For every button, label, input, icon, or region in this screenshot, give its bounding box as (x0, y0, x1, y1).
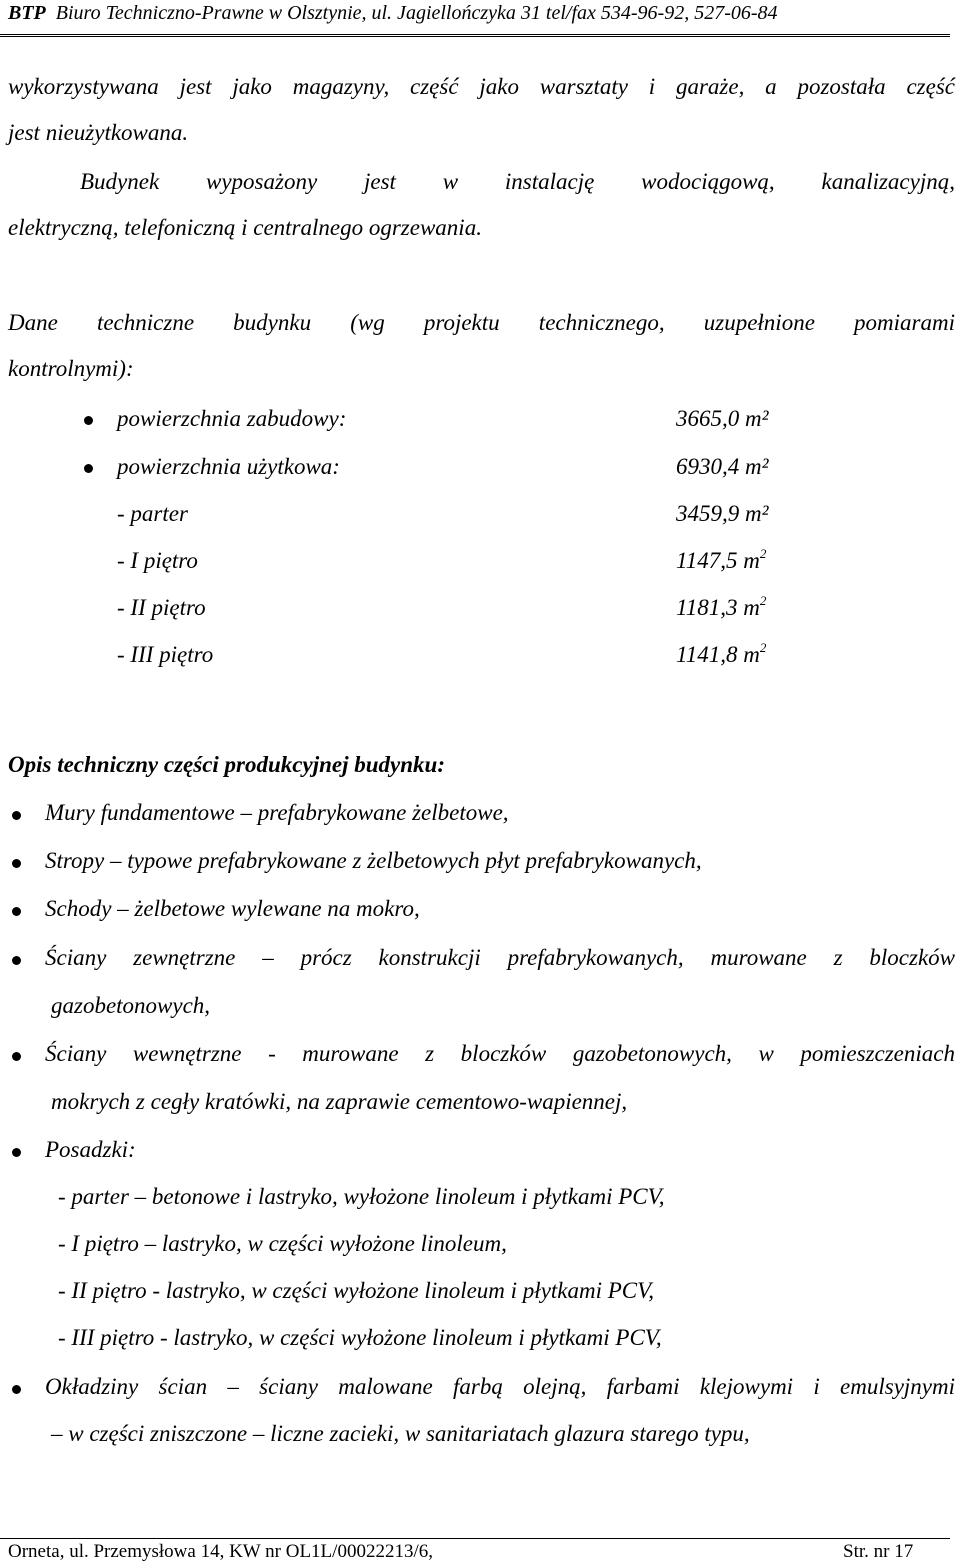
production-item: Posadzki: (45, 1137, 136, 1162)
intro-line-1: wykorzystywana jest jako magazyny, część jako warsztaty i garaże, a pozostała część (8, 74, 955, 99)
production-item: Ściany wewnętrzne - murowane z bloczków gazobetonowych, w pomieszczeniach (45, 1041, 955, 1066)
tech-row-value: 3665,0 m² (676, 406, 769, 431)
header-logo-text: BTP (8, 2, 46, 24)
production-item: Mury fundamentowe – prefabrykowane żelbetowe, (45, 800, 509, 825)
production-item-continuation: mokrych z cegły kratówki, na zaprawie cementowo-wapiennej, (51, 1089, 628, 1114)
bullet-icon (12, 811, 21, 820)
tech-row-value (676, 548, 766, 574)
page-footer (0, 1538, 950, 1568)
footer-address: Orneta, ul. Przemysłowa 14, KW nr OL1L/00022213/6, (8, 1541, 433, 1562)
production-item: Stropy – typowe prefabrykowane z żelbetowych płyt prefabrykowanych, (45, 848, 702, 873)
tech-row-label: - II piętro (117, 595, 206, 620)
intro-line-4: elektryczną, telefoniczną i centralnego ogrzewania. (8, 215, 482, 240)
production-heading: Opis techniczny części produkcyjnej budynku: (8, 752, 445, 777)
footer-page-number: Str. nr 17 (843, 1541, 914, 1562)
tech-row-value: 6930,4 m² (676, 454, 769, 479)
tech-data-heading-line-1: Dane techniczne budynku (wg projektu technicznego, uzupełnione pomiarami (8, 310, 955, 335)
tech-row-value-text: 1141,8 m (676, 642, 760, 667)
tech-row-label: - parter (117, 501, 188, 526)
tech-data-heading-line-2: kontrolnymi): (8, 356, 134, 381)
production-item: Okładziny ścian – ściany malowane farbą olejną, farbami klejowymi i emulsyjnymi (45, 1374, 955, 1399)
bullet-icon (12, 1385, 21, 1394)
tech-row-label: powierzchnia zabudowy: (117, 406, 347, 431)
bullet-icon (12, 1052, 21, 1061)
tech-row-value-text: 1181,3 m (676, 595, 760, 620)
intro-line-3: Budynek wyposażony jest w instalację wodociągową, kanalizacyjną, (80, 169, 955, 194)
production-item-continuation: – w części zniszczone – liczne zacieki, w sanitariatach glazura starego typu, (51, 1421, 750, 1446)
production-item: Schody – żelbetowe wylewane na mokro, (45, 896, 420, 921)
bullet-icon (84, 416, 93, 425)
bullet-icon (12, 956, 21, 965)
tech-row-value: 3459,9 m² (676, 501, 769, 526)
floor-subitem: - II piętro - lastryko, w części wyłożone linoleum i płytkami PCV, (58, 1278, 654, 1303)
bullet-icon (84, 464, 93, 473)
tech-row-value-sup: 2 (759, 640, 767, 655)
tech-row-label: powierzchnia użytkowa: (117, 454, 340, 479)
floor-subitem: - III piętro - lastryko, w części wyłożone linoleum i płytkami PCV, (58, 1325, 662, 1350)
tech-row-label: - I piętro (117, 548, 198, 573)
tech-row-value-sup: 2 (759, 593, 767, 608)
bullet-icon (12, 1148, 21, 1157)
floor-subitem: - I piętro – lastryko, w części wyłożone linoleum, (58, 1231, 507, 1256)
bullet-icon (12, 859, 21, 868)
header-company-info: Biuro Techniczno-Prawne w Olsztynie, ul. Jagiellończyka 31 tel/fax 534-96-92, 527-06-84 (55, 2, 778, 24)
tech-row-value (676, 642, 766, 668)
production-item: Ściany zewnętrzne – prócz konstrukcji prefabrykowanych, murowane z bloczków (45, 945, 955, 970)
intro-line-2: jest nieużytkowana. (8, 120, 189, 145)
page-header (0, 0, 950, 37)
tech-row-value (676, 595, 766, 621)
tech-row-value-sup: 2 (759, 546, 767, 561)
floor-subitem: - parter – betonowe i lastryko, wyłożone linoleum i płytkami PCV, (58, 1184, 665, 1209)
tech-row-label: - III piętro (117, 642, 214, 667)
bullet-icon (12, 907, 21, 916)
header-text (8, 2, 778, 25)
production-item-continuation: gazobetonowych, (51, 993, 211, 1018)
tech-row-value-text: 1147,5 m (676, 548, 760, 573)
